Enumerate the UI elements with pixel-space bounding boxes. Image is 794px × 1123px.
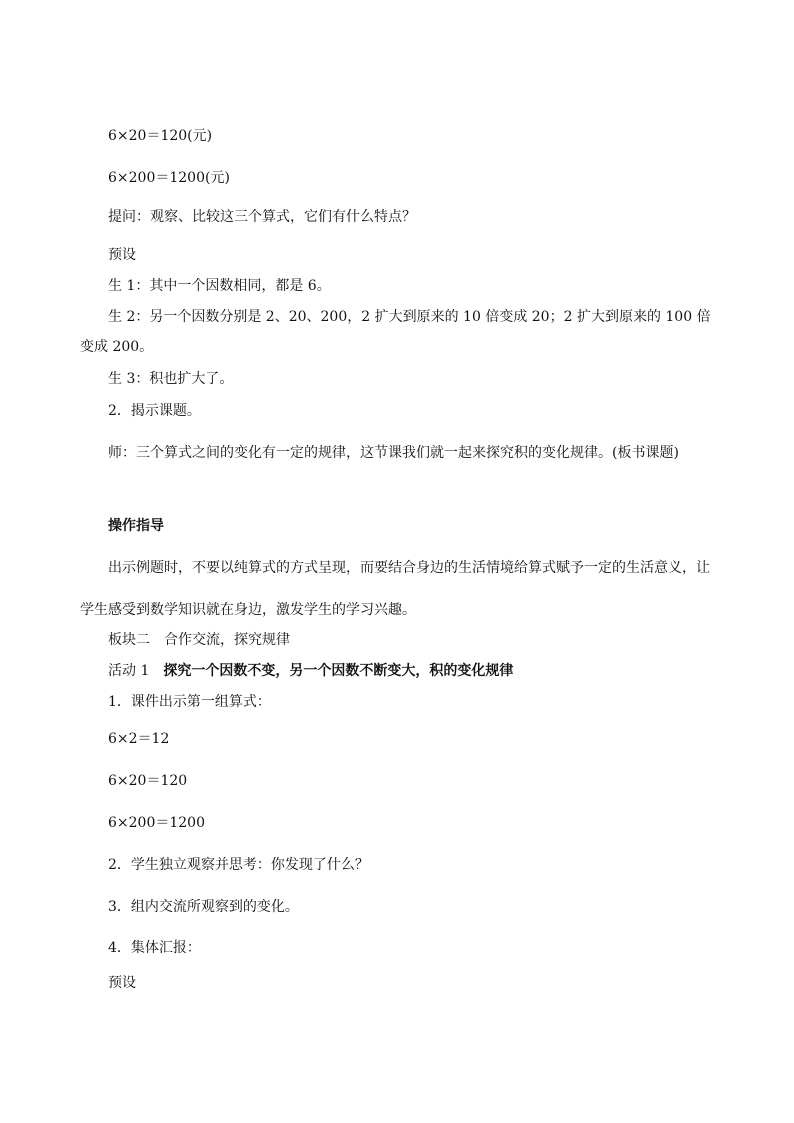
equation-line: 6×200＝1200(元) [108, 170, 230, 186]
equation-line: 6×20＝120(元) [108, 128, 213, 144]
equation-line: 6×2＝12 [108, 731, 170, 747]
student-answer: 生 3：积也扩大了。 [108, 371, 234, 387]
question-line: 提问：观察、比较这三个算式，它们有什么特点？ [108, 209, 416, 225]
equation-line: 6×20＝120 [108, 773, 188, 789]
student-answer: 生 1：其中一个因数相同，都是 6。 [108, 278, 331, 294]
step-heading: 2．揭示课题。 [108, 403, 201, 419]
step-heading: 1．课件出示第一组算式： [108, 694, 271, 710]
step-heading: 2．学生独立观察并思考：你发现了什么？ [108, 857, 369, 873]
preset-label: 预设 [108, 975, 136, 991]
student-answer: 生 2：另一个因数分别是 2、20、200，2 扩大到原来的 10 倍变成 20；2 扩大到原来的 100 倍变成 200。 [80, 309, 711, 355]
section-title: 合作交流，探究规律 [164, 632, 290, 648]
guide-title: 操作指导 [108, 518, 164, 534]
teacher-statement: 师：三个算式之间的变化有一定的规律，这节课我们就一起来探究积的变化规律。(板书课题) [108, 445, 679, 461]
step-heading: 4．集体汇报： [108, 940, 201, 956]
activity-heading [108, 661, 513, 681]
preset-label: 预设 [108, 247, 136, 263]
activity-label: 活动 1 [108, 663, 150, 679]
step-heading: 3．组内交流所观察到的变化。 [108, 899, 299, 915]
guide-body: 出示例题时，不要以纯算式的方式呈现，而要结合身边的生活情境给算式赋予一定的生活意义，让学生感受到数学知识就在身边，激发学生的学习兴趣。 [80, 560, 710, 618]
section-heading [108, 630, 290, 650]
activity-title: 探究一个因数不变，另一个因数不断变大，积的变化规律 [163, 663, 514, 679]
section-label: 板块二 [108, 632, 150, 648]
equation-line: 6×200＝1200 [108, 815, 205, 831]
